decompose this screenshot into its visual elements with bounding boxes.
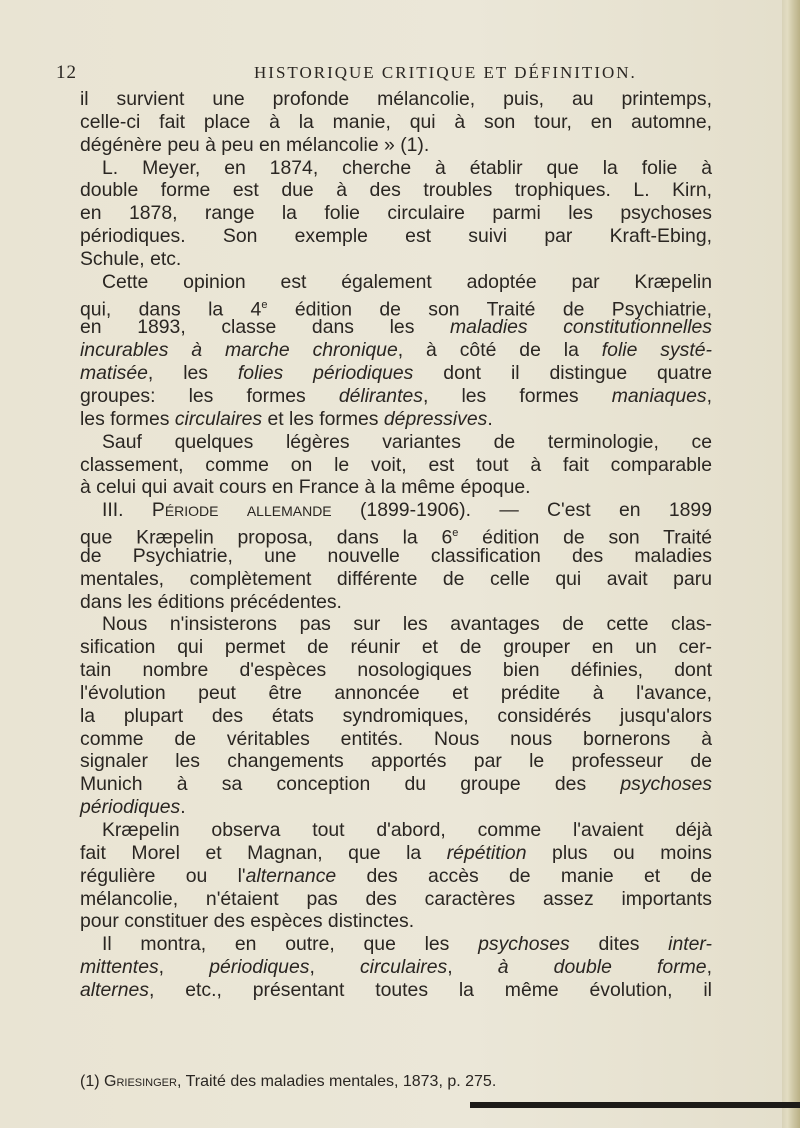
- running-title: HISTORIQUE CRITIQUE ET DÉFINITION.: [254, 63, 637, 82]
- text-line: sification qui permet de réunir et de grouper en un cer-: [80, 636, 712, 659]
- text-line: Il montra, en outre, que les psychoses dites inter-: [102, 933, 712, 956]
- text-line: celle-ci fait place à la manie, qui à son tour, en automne,: [80, 110, 712, 133]
- text-line: matisée, les folies périodiques dont il distingue quatre: [80, 362, 712, 385]
- text-line: comme de véritables entités. Nous nous bornerons à: [80, 727, 712, 750]
- text-line: l'évolution peut être annoncée et prédite à l'avance,: [80, 681, 712, 704]
- text-line: périodiques. Son exemple est suivi par Kraft-Ebing,: [80, 225, 712, 248]
- running-header: [56, 62, 728, 86]
- text-line: mittentes, périodiques, circulaires, à double forme,: [80, 956, 712, 979]
- text-line: mélancolie, n'étaient pas des caractères assez importants: [80, 887, 712, 910]
- footnote-text: , Traité des maladies mentales, 1873, p. 275.: [176, 1073, 497, 1090]
- text-line: en 1878, range la folie circulaire parmi les psychoses: [80, 202, 712, 225]
- text-line: périodiques.: [80, 796, 186, 819]
- text-line: régulière ou l'alternance des accès de manie et de: [80, 864, 712, 887]
- text-line: signaler les changements apportés par le professeur de: [80, 750, 712, 773]
- footnote: [80, 1072, 712, 1092]
- text-line: incurables à marche chronique, à côté de la folie systé-: [80, 339, 712, 362]
- text-line: Cette opinion est également adoptée par Kræpelin: [102, 270, 712, 293]
- text-line: en 1893, classe dans les maladies constitutionnelles: [80, 316, 712, 339]
- text-line: fait Morel et Magnan, que la répétition plus ou moins: [80, 841, 712, 864]
- section-heading-line: III. Période allemande (1899-1906). — C'est en 1899: [102, 499, 712, 522]
- text-line: il survient une profonde mélancolie, puis, au printemps,: [80, 88, 712, 110]
- body-text: [80, 88, 712, 1002]
- footnote-marker: (1): [80, 1073, 104, 1090]
- text-line: double forme est due à des troubles trophiques. L. Kirn,: [80, 179, 712, 202]
- text-line: pour constituer des espèces distinctes.: [80, 910, 415, 933]
- text-line: L. Meyer, en 1874, cherche à établir que la folie à: [102, 156, 712, 179]
- page-edge: [782, 0, 800, 1128]
- footnote-author: Griesinger: [104, 1073, 177, 1090]
- text-line: alternes, etc., présentant toutes la même évolution, il: [80, 978, 712, 1001]
- text-line: dégénère peu à peu en mélancolie » (1).: [80, 133, 430, 156]
- text-line: dans les éditions précédentes.: [80, 590, 342, 613]
- text-line: mentales, complètement différente de celle qui avait paru: [80, 567, 712, 590]
- text-line: de Psychiatrie, une nouvelle classification des maladies: [80, 544, 712, 567]
- text-line: Kræpelin observa tout d'abord, comme l'avaient déjà: [102, 819, 712, 841]
- bottom-rule: [470, 1102, 800, 1108]
- text-line: groupes: les formes délirantes, les formes maniaques,: [80, 384, 712, 407]
- text-line: tain nombre d'espèces nosologiques bien définies, dont: [80, 659, 712, 682]
- page-number: 12: [56, 62, 77, 83]
- text-line: la plupart des états syndromiques, considérés jusqu'alors: [80, 704, 712, 727]
- text-line: que Kræpelin proposa, dans la 6e édition de son Traité: [80, 526, 712, 549]
- text-line: à celui qui avait cours en France à la même époque.: [80, 476, 531, 499]
- text-line: Nous n'insisterons pas sur les avantages de cette clas-: [102, 613, 712, 636]
- text-line: Munich à sa conception du groupe des psychoses: [80, 773, 712, 796]
- text-line: Sauf quelques légères variantes de terminologie, ce: [102, 430, 712, 453]
- text-line: classement, comme on le voit, est tout à fait comparable: [80, 453, 712, 476]
- text-line: Schule, etc.: [80, 247, 182, 270]
- text-line: qui, dans la 4e édition de son Traité de Psychiatrie,: [80, 298, 712, 321]
- text-line: les formes circulaires et les formes dépressives.: [80, 407, 493, 430]
